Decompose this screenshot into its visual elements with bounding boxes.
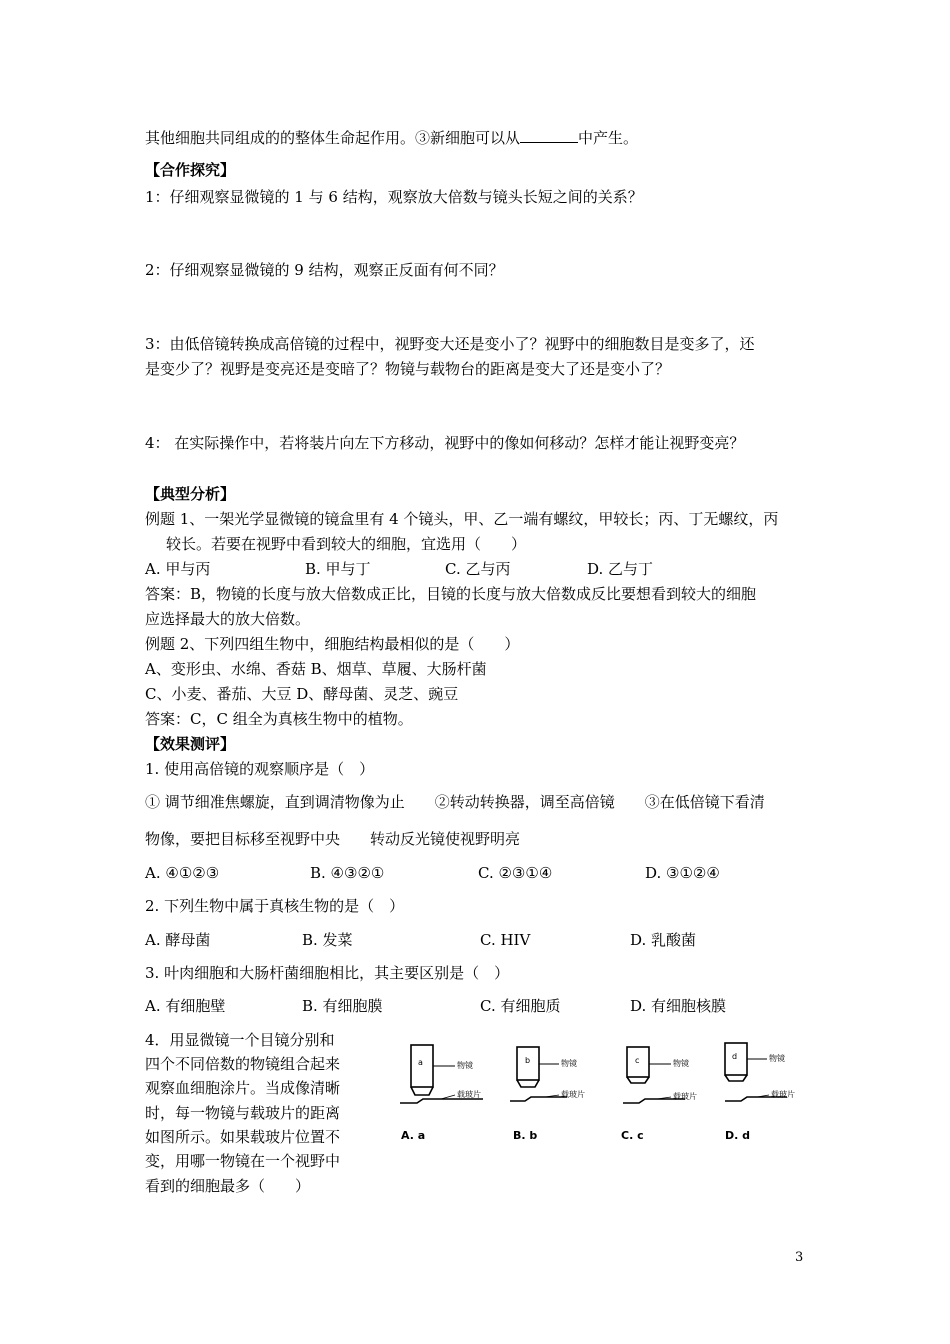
lens-d-letter: d (732, 1052, 738, 1061)
intro-line (145, 128, 638, 148)
example-2-line1: 例题 2、下列四组生物中，细胞结构最相似的是（ ） (145, 635, 520, 653)
test-question-4-line7: 看到的细胞最多（ ） (145, 1177, 311, 1195)
test-question-1-option-d: D. ③①②④ (645, 864, 720, 882)
test-question-1-option-c: C. ②③①④ (478, 864, 553, 882)
page-number: 3 (795, 1250, 804, 1265)
lens-c-icon (627, 1047, 671, 1083)
figure-caption-d: D. d (725, 1129, 751, 1142)
objective-label-d: 物镜 (769, 1054, 785, 1063)
example-1-option-a: A. 甲与丙 (145, 560, 211, 578)
example-1-answer-line1: 答案：B，物镜的长度与放大倍数成正比，目镜的长度与放大倍数成反比要想看到较大的细胞 (145, 585, 757, 603)
heading-cooperative-inquiry: 【合作探究】 (145, 161, 236, 179)
lens-b-icon (517, 1047, 559, 1087)
figure-caption-c: C. c (621, 1129, 644, 1142)
heading-typical-analysis: 【典型分析】 (145, 485, 236, 503)
figure-caption-b: B. b (513, 1129, 538, 1142)
test-question-4-line5: 如图所示。如果载玻片位置不 (145, 1128, 341, 1146)
example-1-option-c: C. 乙与丙 (445, 560, 511, 578)
test-question-1: 1. 使用高倍镜的观察顺序是（ ） (145, 760, 375, 778)
test-question-3: 3. 叶肉细胞和大肠杆菌细胞相比，其主要区别是（ ） (145, 964, 510, 982)
test-question-3-option-b: B. 有细胞膜 (302, 997, 383, 1015)
coop-question-3-line2: 是变少了？视野是变亮还是变暗了？物镜与载物台的距离是变大了还是变小了？ (145, 360, 671, 378)
lens-a-icon (411, 1045, 455, 1095)
slide-label-a: 载玻片 (457, 1090, 481, 1099)
example-2-line2: A、变形虫、水绵、香菇 B、烟草、草履、大肠杆菌 (145, 660, 487, 678)
test-question-4-line2: 四个不同倍数的物镜组合起来 (145, 1055, 341, 1073)
example-1-option-d: D. 乙与丁 (587, 560, 654, 578)
fill-in-blank (520, 128, 578, 143)
example-1-answer-line2: 应选择最大的放大倍数。 (145, 610, 311, 628)
intro-text-after: 中产生。 (578, 129, 639, 147)
slide-b-icon (510, 1095, 567, 1101)
test-question-2-option-b: B. 发菜 (302, 931, 353, 949)
test-question-2: 2. 下列生物中属于真核生物的是（ ） (145, 897, 405, 915)
coop-question-2: 2：仔细观察显微镜的 9 结构，观察正反面有何不同？ (145, 261, 504, 279)
objective-lens-figure (395, 1025, 815, 1155)
test-question-3-option-d: D. 有细胞核膜 (630, 997, 727, 1015)
example-1-line1: 例题 1、一架光学显微镜的镜盒里有 4 个镜头，甲、乙一端有螺纹，甲较长；丙、丁无螺纹，丙 (145, 510, 779, 528)
intro-text-before: 其他细胞共同组成的的整体生命起作用。③新细胞可以从 (145, 129, 521, 147)
objective-label-a: 物镜 (457, 1061, 473, 1070)
test-question-2-option-c: C. HIV (480, 931, 531, 949)
test-question-3-option-a: A. 有细胞壁 (145, 997, 226, 1015)
objective-label-c: 物镜 (673, 1059, 689, 1068)
test-question-1-steps-line2: 物像，要把目标移至视野中央 转动反光镜使视野明亮 (145, 830, 521, 848)
heading-effect-evaluation: 【效果测评】 (145, 735, 236, 753)
test-question-1-option-b: B. ④③②① (310, 864, 385, 882)
example-1-option-b: B. 甲与丁 (305, 560, 371, 578)
test-question-4-line1: 4．用显微镜一个目镜分别和 (145, 1031, 335, 1049)
coop-question-1: 1：仔细观察显微镜的 1 与 6 结构，观察放大倍数与镜头长短之间的关系？ (145, 188, 643, 206)
slide-label-b: 载玻片 (561, 1090, 585, 1099)
test-question-1-steps-line1: ① 调节细准焦螺旋，直到调清物像为止 ②转动转换器，调至高倍镜 ③在低倍镜下看清 (145, 793, 765, 811)
test-question-4-line6: 变，用哪一物镜在一个视野中 (145, 1152, 341, 1170)
slide-label-d: 载玻片 (771, 1090, 795, 1099)
test-question-2-option-a: A. 酵母菌 (145, 931, 211, 949)
lens-c-letter: c (635, 1056, 640, 1065)
test-question-4-line3: 观察血细胞涂片。当成像清晰 (145, 1079, 341, 1097)
example-2-line3: C、小麦、番茄、大豆 D、酵母菌、灵芝、豌豆 (145, 685, 459, 703)
test-question-3-option-c: C. 有细胞质 (480, 997, 561, 1015)
lens-b-letter: b (525, 1056, 531, 1065)
test-question-4-line4: 时，每一物镜与载玻片的距离 (145, 1104, 341, 1122)
test-question-2-option-d: D. 乳酸菌 (630, 931, 697, 949)
coop-question-4: 4： 在实际操作中，若将装片向左下方移动，视野中的像如何移动？怎样才能让视野变亮？ (145, 434, 745, 452)
objective-label-b: 物镜 (561, 1059, 577, 1068)
lens-d-icon (725, 1043, 767, 1081)
example-1-line2: 较长。若要在视野中看到较大的细胞，宜选用（ ） (166, 535, 527, 553)
slide-label-c: 载玻片 (673, 1092, 697, 1101)
figure-caption-a: A. a (401, 1129, 426, 1142)
example-2-answer: 答案：C，C 组全为真核生物中的植物。 (145, 710, 413, 728)
coop-question-3-line1: 3：由低倍镜转换成高倍镜的过程中，视野变大还是变小了？视野中的细胞数目是变多了，还 (145, 335, 755, 353)
test-question-1-option-a: A. ④①②③ (145, 864, 220, 882)
lens-a-letter: a (418, 1058, 423, 1067)
